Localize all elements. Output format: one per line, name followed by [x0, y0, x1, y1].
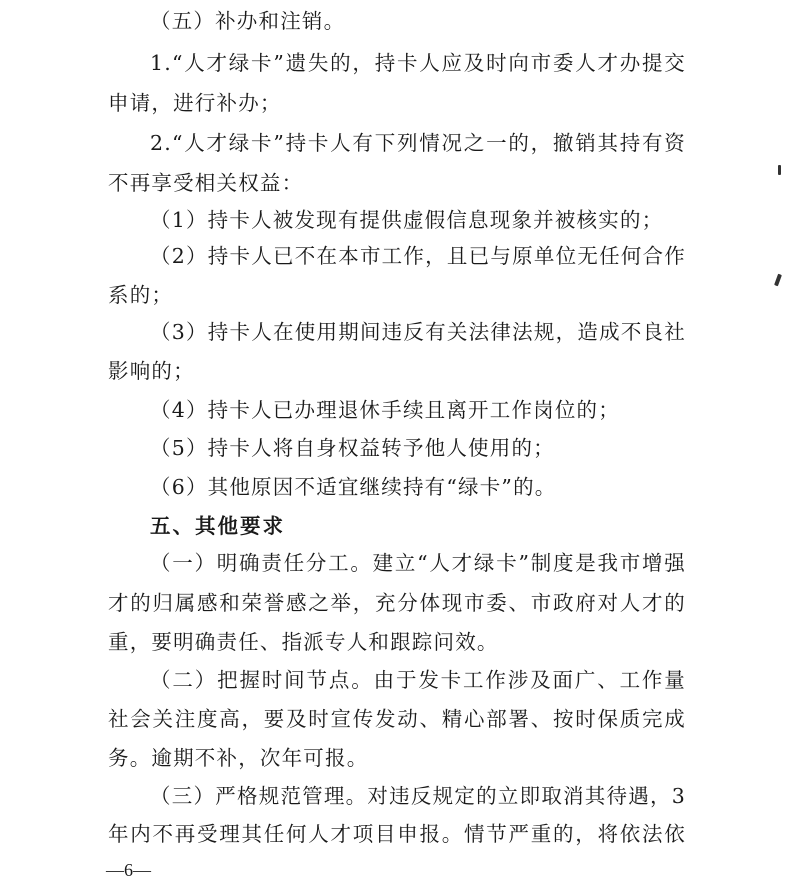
list-item: （6）其他原因不适宜继续持有“绿卡”的。	[150, 475, 557, 499]
paragraph-line: 不再享受相关权益：	[108, 171, 304, 195]
list-item: （3）持卡人在使用期间违反有关法律法规，造成不良社	[150, 320, 686, 344]
paragraph-line: （一）明确责任分工。建立“人才绿卡”制度是我市增强	[150, 551, 686, 575]
scan-mark	[778, 165, 781, 175]
list-item: （4）持卡人已办理退休手续且离开工作岗位的；	[150, 398, 620, 422]
paragraph-line: 影响的；	[108, 359, 195, 383]
paragraph-line: 才的归属感和荣誉感之举，充分体现市委、市政府对人才的	[108, 591, 686, 615]
list-item: （2）持卡人已不在本市工作，且已与原单位无任何合作	[150, 244, 686, 268]
list-item: （1）持卡人被发现有提供虚假信息现象并被核实的；	[150, 208, 664, 232]
paragraph-line: 申请，进行补办；	[108, 91, 282, 115]
paragraph-line: 2.“人才绿卡”持卡人有下列情况之一的，撤销其持有资	[150, 131, 686, 155]
paragraph-line: 社会关注度高，要及时宣传发动、精心部署、按时保质完成	[108, 707, 686, 731]
scan-mark	[774, 274, 782, 287]
section-heading-reissue-cancel: （五）补办和注销。	[150, 9, 346, 33]
page-number: —6—	[106, 860, 151, 880]
paragraph-line: 年内不再受理其任何人才项目申报。情节严重的，将依法依	[108, 822, 686, 846]
paragraph-line: 务。逾期不补，次年可报。	[108, 746, 369, 770]
section-heading-other-requirements: 五、其他要求	[150, 514, 285, 538]
paragraph-line: 重，要明确责任、指派专人和跟踪问效。	[108, 630, 499, 654]
paragraph-line: （二）把握时间节点。由于发卡工作涉及面广、工作量	[150, 668, 686, 692]
paragraph-line: 系的；	[108, 283, 174, 307]
list-item: （5）持卡人将自身权益转予他人使用的；	[150, 436, 555, 460]
paragraph-line: 1.“人才绿卡”遗失的，持卡人应及时向市委人才办提交	[150, 51, 686, 75]
paragraph-line: （三）严格规范管理。对违反规定的立即取消其待遇，3	[150, 784, 686, 808]
